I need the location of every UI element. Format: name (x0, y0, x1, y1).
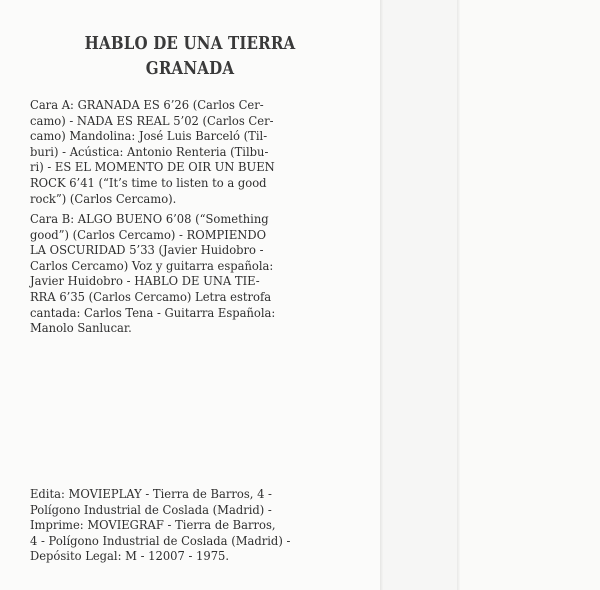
side-b-line: RRA 6’35 (Carlos Cercamo) Letra estrofa (30, 288, 272, 304)
side-b-line: good”) (Carlos Cercamo) - ROMPIENDO (30, 226, 267, 242)
credits-line: Imprime: MOVIEGRAF - Tierra de Barros, (30, 517, 276, 533)
side-a-line: ri) - ES EL MOMENTO DE OIR UN BUEN (30, 159, 275, 175)
side-a-line: ROCK 6’41 (“It’s time to listen to a good (30, 174, 267, 190)
credits-line: Depósito Legal: M - 12007 - 1975. (30, 548, 230, 564)
credits-line: Polígono Industrial de Coslada (Madrid) - (30, 501, 272, 517)
side-a-line: camo) - NADA ES REAL 5’02 (Carlos Cer- (30, 112, 274, 128)
publisher-credits (30, 486, 353, 564)
side-b-line: Manolo Sanlucar. (30, 320, 132, 336)
credits-line: 4 - Polígono Industrial de Coslada (Madrid) - (30, 532, 291, 548)
spine-panel (383, 0, 457, 590)
side-a-line: Cara A: GRANADA ES 6’26 (Carlos Cer- (30, 97, 264, 112)
side-b-line: cantada: Carlos Tena - Guitarra Española: (30, 304, 276, 320)
side-b-line: LA OSCURIDAD 5’33 (Javier Huidobro - (30, 242, 264, 258)
flap-panel (460, 0, 600, 590)
album-title: HABLO DE UNA TIERRA (84, 34, 296, 54)
side-a-tracklist (30, 97, 353, 206)
album-subtitle: GRANADA (145, 59, 235, 79)
side-b-line: Carlos Cercamo) Voz y guitarra española: (30, 257, 274, 273)
side-a-line: buri) - Acústica: Antonio Renteria (Tilbu- (30, 143, 269, 159)
credits-line: Edita: MOVIEPLAY - Tierra de Barros, 4 - (30, 486, 272, 501)
side-b-tracklist (30, 211, 353, 336)
side-a-line: camo) Mandolina: José Luis Barceló (Til- (30, 128, 268, 144)
side-a-line: rock”) (Carlos Cercamo). (30, 190, 177, 206)
side-b-line: Cara B: ALGO BUENO 6’08 (“Something (30, 211, 269, 226)
side-b-line: Javier Huidobro - HABLO DE UNA TIE- (30, 273, 260, 289)
